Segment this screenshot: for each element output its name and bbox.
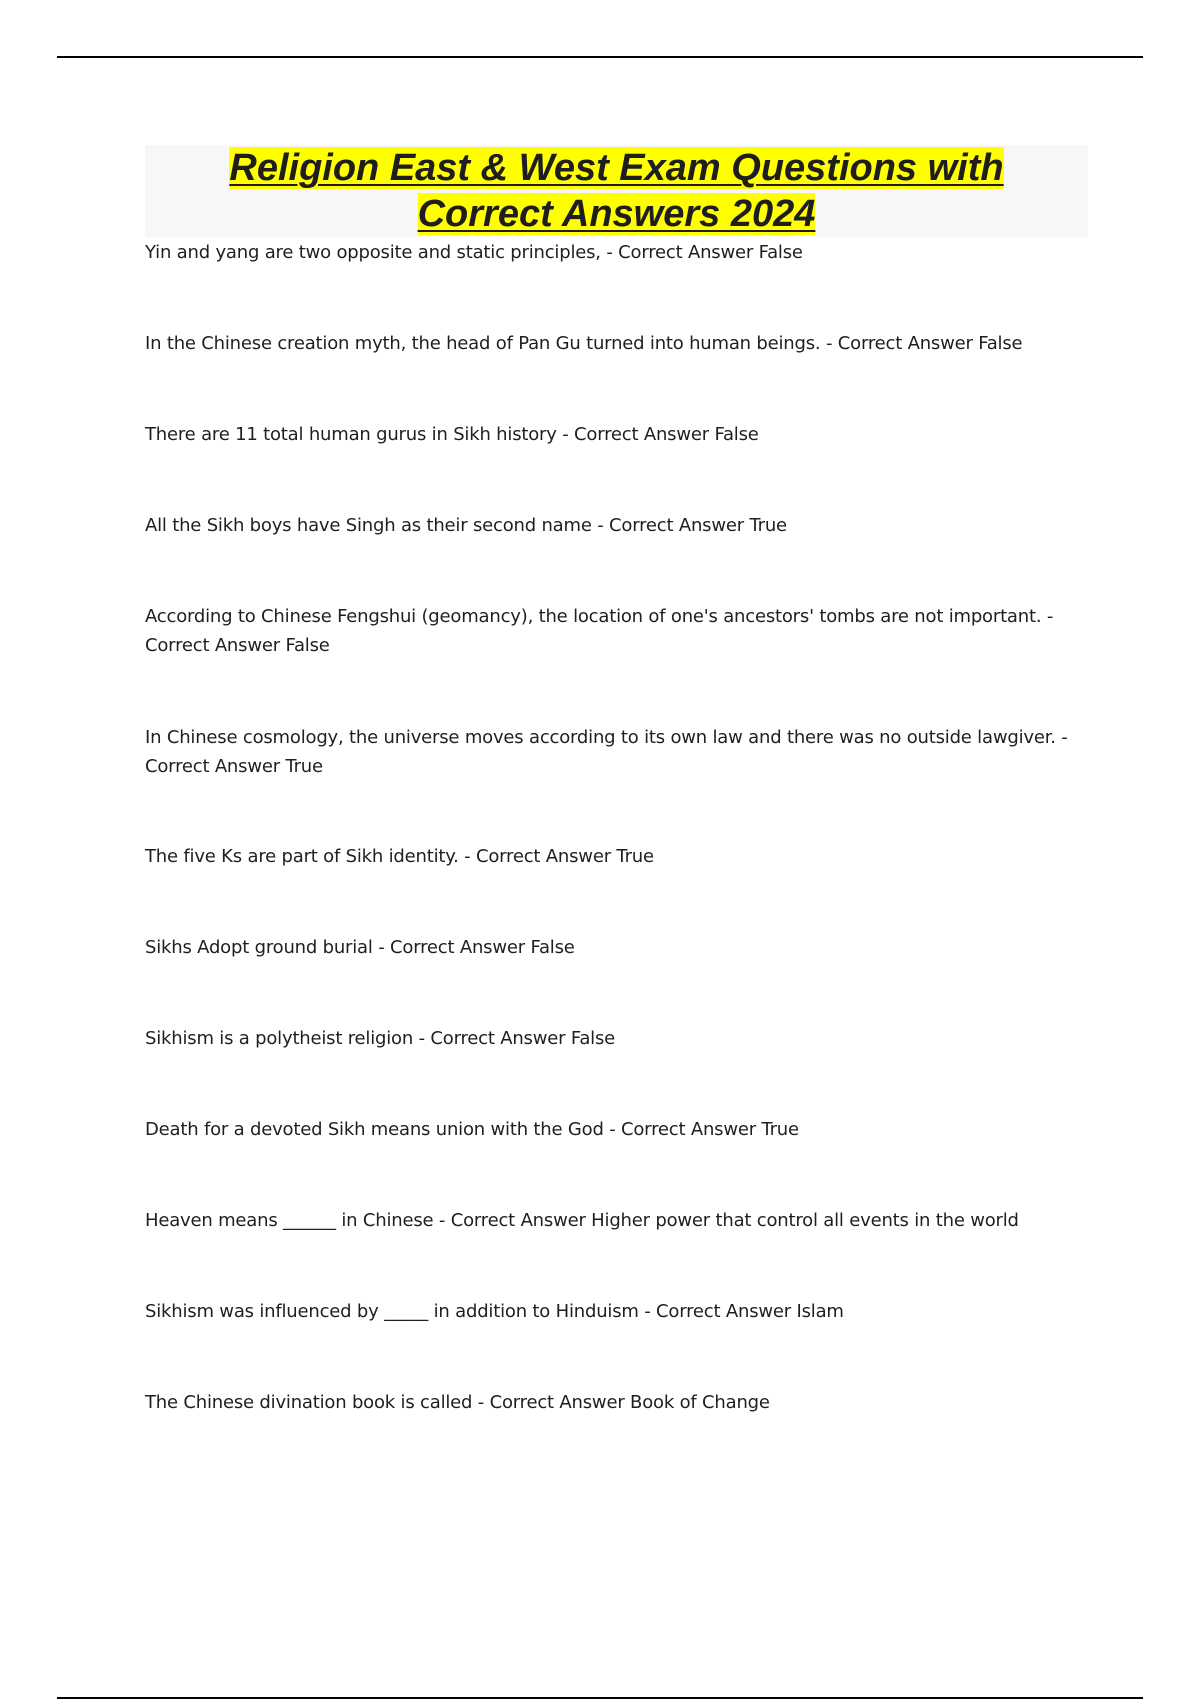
page-title-line-1 xyxy=(145,145,1088,191)
question-item: The Chinese divination book is called - Correct Answer Book of Change xyxy=(145,1392,770,1413)
question-item: In Chinese cosmology, the universe moves according to its own law and there was no outside lawgiver. - Correct Answer True xyxy=(145,727,1068,777)
title-block xyxy=(145,145,1088,237)
question-item: All the Sikh boys have Singh as their second name - Correct Answer True xyxy=(145,515,787,536)
question-item: Sikhism is a polytheist religion - Correct Answer False xyxy=(145,1028,616,1049)
question-item: Sikhism was influenced by _____ in addition to Hinduism - Correct Answer Islam xyxy=(145,1301,844,1322)
question-item: Sikhs Adopt ground burial - Correct Answer False xyxy=(145,937,575,958)
question-item: Yin and yang are two opposite and static principles, - Correct Answer False xyxy=(145,242,803,263)
question-item: In the Chinese creation myth, the head of Pan Gu turned into human beings. - Correct Answer False xyxy=(145,333,1023,354)
page-title-line-2 xyxy=(145,191,1088,237)
top-rule xyxy=(57,56,1143,58)
question-item: According to Chinese Fengshui (geomancy), the location of one's ancestors' tombs are not important. - Correct Answer False xyxy=(145,606,1054,656)
question-item: Death for a devoted Sikh means union with the God - Correct Answer True xyxy=(145,1119,799,1140)
title-highlight-1: Religion East & West Exam Questions with xyxy=(229,147,1004,189)
question-item: Heaven means ______ in Chinese - Correct Answer Higher power that control all events in the world xyxy=(145,1210,1019,1231)
question-item: The five Ks are part of Sikh identity. - Correct Answer True xyxy=(145,846,654,867)
title-highlight-2: Correct Answers 2024 xyxy=(417,193,816,235)
question-item: There are 11 total human gurus in Sikh history - Correct Answer False xyxy=(145,424,759,445)
bottom-rule xyxy=(57,1697,1143,1699)
